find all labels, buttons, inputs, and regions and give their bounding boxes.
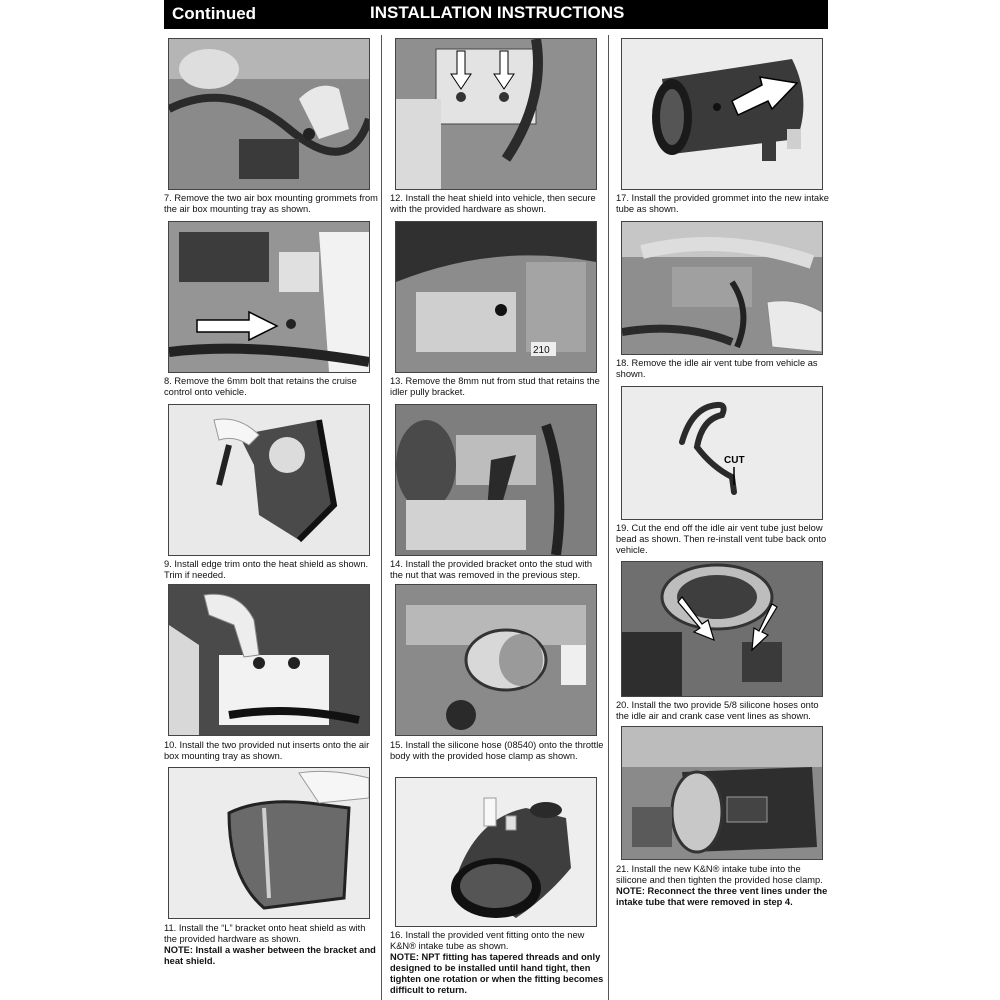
step-18-text: 18. Remove the idle air vent tube from vehicle as shown. [616,358,818,379]
step-17-photo [621,38,823,190]
cut-label: CUT [724,455,745,466]
step-11-photo [168,767,370,919]
step-13-caption [390,376,604,398]
page-title: INSTALLATION INSTRUCTIONS [370,3,625,22]
step-16-photo [395,777,597,927]
step-7-photo [168,38,370,190]
step-20-caption [616,700,830,722]
step-21-photo [621,726,823,860]
page-header [164,0,828,29]
column-divider [608,35,609,1000]
hose-mark-label: 210 [533,345,550,356]
step-14-caption [390,559,604,581]
step-20-photo [621,561,823,697]
step-9-text: 9. Install edge trim onto the heat shield as shown. Trim if needed. [164,559,369,580]
step-9-caption [164,559,378,581]
step-7-text: 7. Remove the two air box mounting grommets from the air box mounting tray as shown. [164,193,378,214]
step-7-caption [164,193,378,215]
step-12-text: 12. Install the heat shield into vehicle, then secure with the provided hardware as shown. [390,193,596,214]
step-14-text: 14. Install the provided bracket onto the stud with the nut that was removed in the previous step. [390,559,593,580]
step-15-caption [390,740,604,762]
step-13-photo [395,221,597,373]
step-10-photo [168,584,370,736]
step-19-caption [616,523,830,556]
step-13-text: 13. Remove the 8mm nut from stud that retains the idler pully bracket. [390,376,600,397]
step-8-text: 8. Remove the 6mm bolt that retains the cruise control onto vehicle. [164,376,357,397]
step-17-text: 17. Install the provided grommet into the new intake tube as shown. [616,193,829,214]
step-11-text: 11. Install the “L” bracket onto heat shield as with the provided hardware as shown. [164,923,366,944]
step-16-caption [390,930,604,996]
step-21-note: NOTE: Reconnect the three vent lines under the intake tube that were removed in step 4. [616,886,828,907]
step-12-caption [390,193,604,215]
step-8-caption [164,376,378,398]
step-12-photo [395,38,597,190]
step-11-note: NOTE: Install a washer between the bracket and heat shield. [164,945,376,966]
step-10-caption [164,740,378,762]
step-14-photo [395,404,597,556]
step-15-photo [395,584,597,736]
step-18-photo [621,221,823,355]
step-15-text: 15. Install the silicone hose (08540) onto the throttle body with the provided hose clamp as shown. [390,740,604,761]
step-17-caption [616,193,830,215]
step-8-photo [168,221,370,373]
step-11-caption [164,923,378,967]
step-20-text: 20. Install the two provide 5/8 silicone hoses onto the idle air and crank case vent lines as shown. [616,700,819,721]
step-19-photo [621,386,823,520]
continued-label: Continued [172,4,257,23]
step-19-text: 19. Cut the end off the idle air vent tube just below bead as shown. Then re-install vent tube back onto vehicle. [616,523,827,555]
step-16-text: 16. Install the provided vent fitting onto the new K&N® intake tube as shown. [390,930,585,951]
step-21-caption [616,864,830,908]
step-16-note: NOTE: NPT fitting has tapered threads and only designed to be installed until hand tight, then tighten one rotation or when the fitting becomes difficult to return. [390,952,604,995]
step-18-caption [616,358,830,380]
step-21-text: 21. Install the new K&N® intake tube into the silicone and then tighten the provided hose clamp. [616,864,823,885]
column-divider [381,35,382,1000]
step-9-photo [168,404,370,556]
step-10-text: 10. Install the two provided nut inserts onto the air box mounting tray as shown. [164,740,370,761]
